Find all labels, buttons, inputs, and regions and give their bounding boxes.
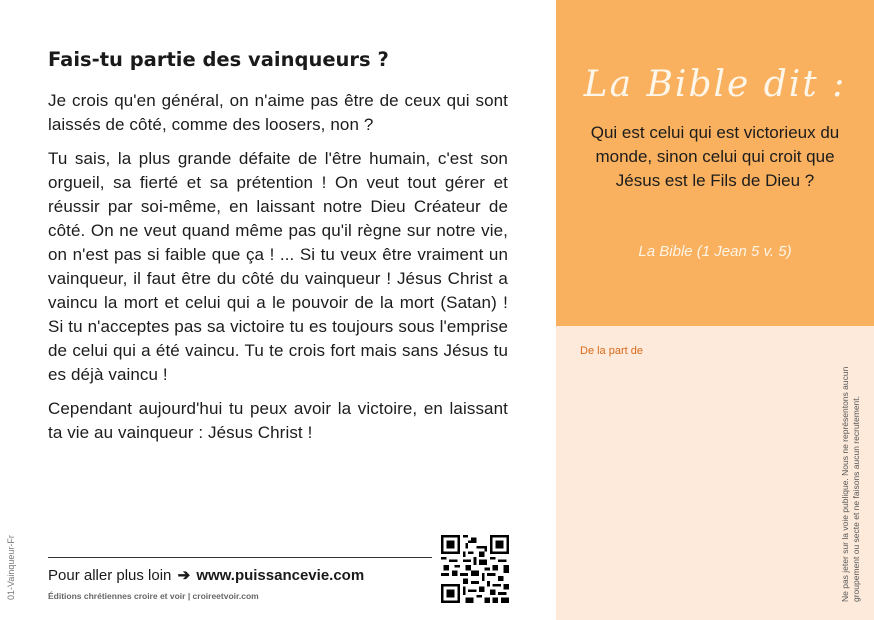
bible-verse-panel — [556, 0, 874, 326]
sender-panel — [556, 326, 874, 620]
verse-reference: La Bible (1 Jean 5 v. 5) — [638, 243, 792, 260]
disclaimer-text: Ne pas jeter sur la voie publique. Nous ne représentons aucun groupement ou secte et ne faisons aucun recrutement. — [840, 366, 861, 602]
divider-line — [48, 557, 432, 558]
body-paragraph-3: Cependant aujourd'hui tu peux avoir la victoire, en laissant ta vie au vainqueur : Jésus Christ ! — [48, 399, 508, 442]
bible-verse: Qui est celui qui est victorieux du monde, sinon celui qui croit que Jésus est le Fils de Dieu ? — [590, 123, 840, 190]
publisher-line: Éditions chrétiennes croire et voir | croireetvoir.com — [48, 591, 259, 601]
more-label: Pour aller plus loin — [48, 567, 172, 584]
body-paragraph-1: Je crois qu'en général, on n'aime pas être de ceux qui sont laissés de côté, comme des loosers, non ? — [48, 91, 508, 134]
card-code: 01-Vainqueur-Fr — [6, 535, 16, 600]
body-paragraph-2: Tu sais, la plus grande défaite de l'être humain, c'est son orgueil, sa fierté et sa prétention ! On veut tout gérer et réussir par soi-même, en laissant notre Dieu Créateur de côté. On ne veut quand même pas qu'il règne sur notre vie, on n'est pas si faible que ça ! ... Si tu veux être vraiment un vainqueur, il faut être du côté du vainqueur ! Jésus Christ a vaincu la mort et celui qui a le pouvoir de la mort (Satan) ! Si tu n'acceptes pas sa victoire tu es toujours sous l'emprise de celui qui a été vaincu. Tu te crois fort mais sans Jésus tu es déjà vaincu ! — [48, 149, 508, 384]
bible-heading: La Bible dit : — [583, 64, 847, 105]
card-body — [48, 89, 508, 455]
qr-code-icon[interactable] — [441, 535, 509, 603]
from-label: De la part de — [580, 345, 643, 357]
card-title: Fais-tu partie des vainqueurs ? — [48, 48, 389, 71]
further-reading — [48, 566, 364, 584]
arrow-right-icon: ➔ — [177, 567, 191, 584]
website-link[interactable]: www.puissancevie.com — [196, 567, 365, 584]
